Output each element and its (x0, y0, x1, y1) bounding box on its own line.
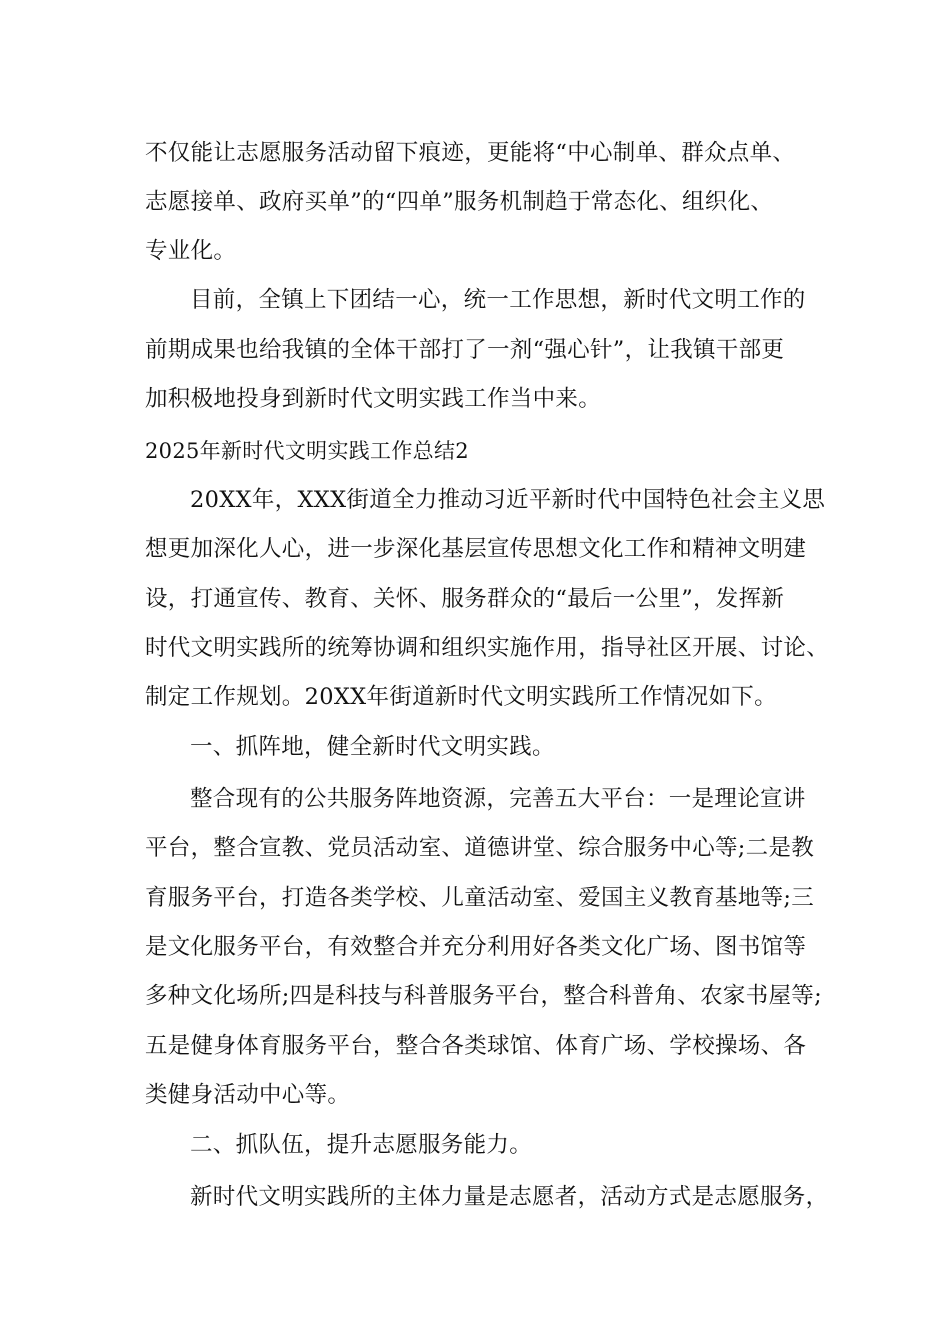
paragraph-line: 设，打通宣传、教育、关怀、服务群众的“最后一公里”，发挥新 (145, 586, 785, 612)
paragraph-line: 志愿接单、政府买单”的“四单”服务机制趋于常态化、组织化、 (145, 189, 774, 215)
paragraph-line: 时代文明实践所的统筹协调和组织实施作用，指导社区开展、讨论、 (145, 635, 830, 661)
paragraph-line: 目前，全镇上下团结一心，统一工作思想，新时代文明工作的 (190, 287, 806, 313)
paragraph-line: 不仅能让志愿服务活动留下痕迹，更能将“中心制单、群众点单、 (145, 140, 796, 166)
paragraph-line: 五是健身体育服务平台，整合各类球馆、体育广场、学校操场、各 (145, 1033, 807, 1059)
paragraph-line: 多种文化场所;四是科技与科普服务平台，整合科普角、农家书屋等; (145, 983, 822, 1009)
section-title: 2025年新时代文明实践工作总结2 (145, 439, 469, 463)
paragraph-line: 专业化。 (145, 238, 237, 264)
paragraph-line: 前期成果也给我镇的全体干部打了一剂“强心针”，让我镇干部更 (145, 337, 785, 363)
paragraph-line: 是文化服务平台，有效整合并充分利用好各类文化广场、图书馆等 (145, 934, 807, 960)
paragraph-line: 整合现有的公共服务阵地资源，完善五大平台：一是理论宣讲 (190, 786, 806, 812)
paragraph-line: 制定工作规划。20XX年街道新时代文明实践所工作情况如下。 (145, 684, 777, 710)
paragraph-line: 平台，整合宣教、党员活动室、道德讲堂、综合服务中心等;二是教 (145, 835, 815, 861)
paragraph-line: 想更加深化人心，进一步深化基层宣传思想文化工作和精神文明建 (145, 536, 807, 562)
paragraph-line: 新时代文明实践所的主体力量是志愿者，活动方式是志愿服务， (190, 1184, 829, 1210)
subheading: 二、抓队伍，提升志愿服务能力。 (190, 1132, 533, 1158)
subheading: 一、抓阵地，健全新时代文明实践。 (190, 734, 555, 760)
paragraph-line: 20XX年，XXX街道全力推动习近平新时代中国特色社会主义思 (190, 487, 826, 513)
paragraph-line: 育服务平台，打造各类学校、儿童活动室、爱国主义教育基地等;三 (145, 885, 815, 911)
paragraph-line: 类健身活动中心等。 (145, 1082, 351, 1108)
paragraph-line: 加积极地投身到新时代文明实践工作当中来。 (145, 386, 602, 412)
